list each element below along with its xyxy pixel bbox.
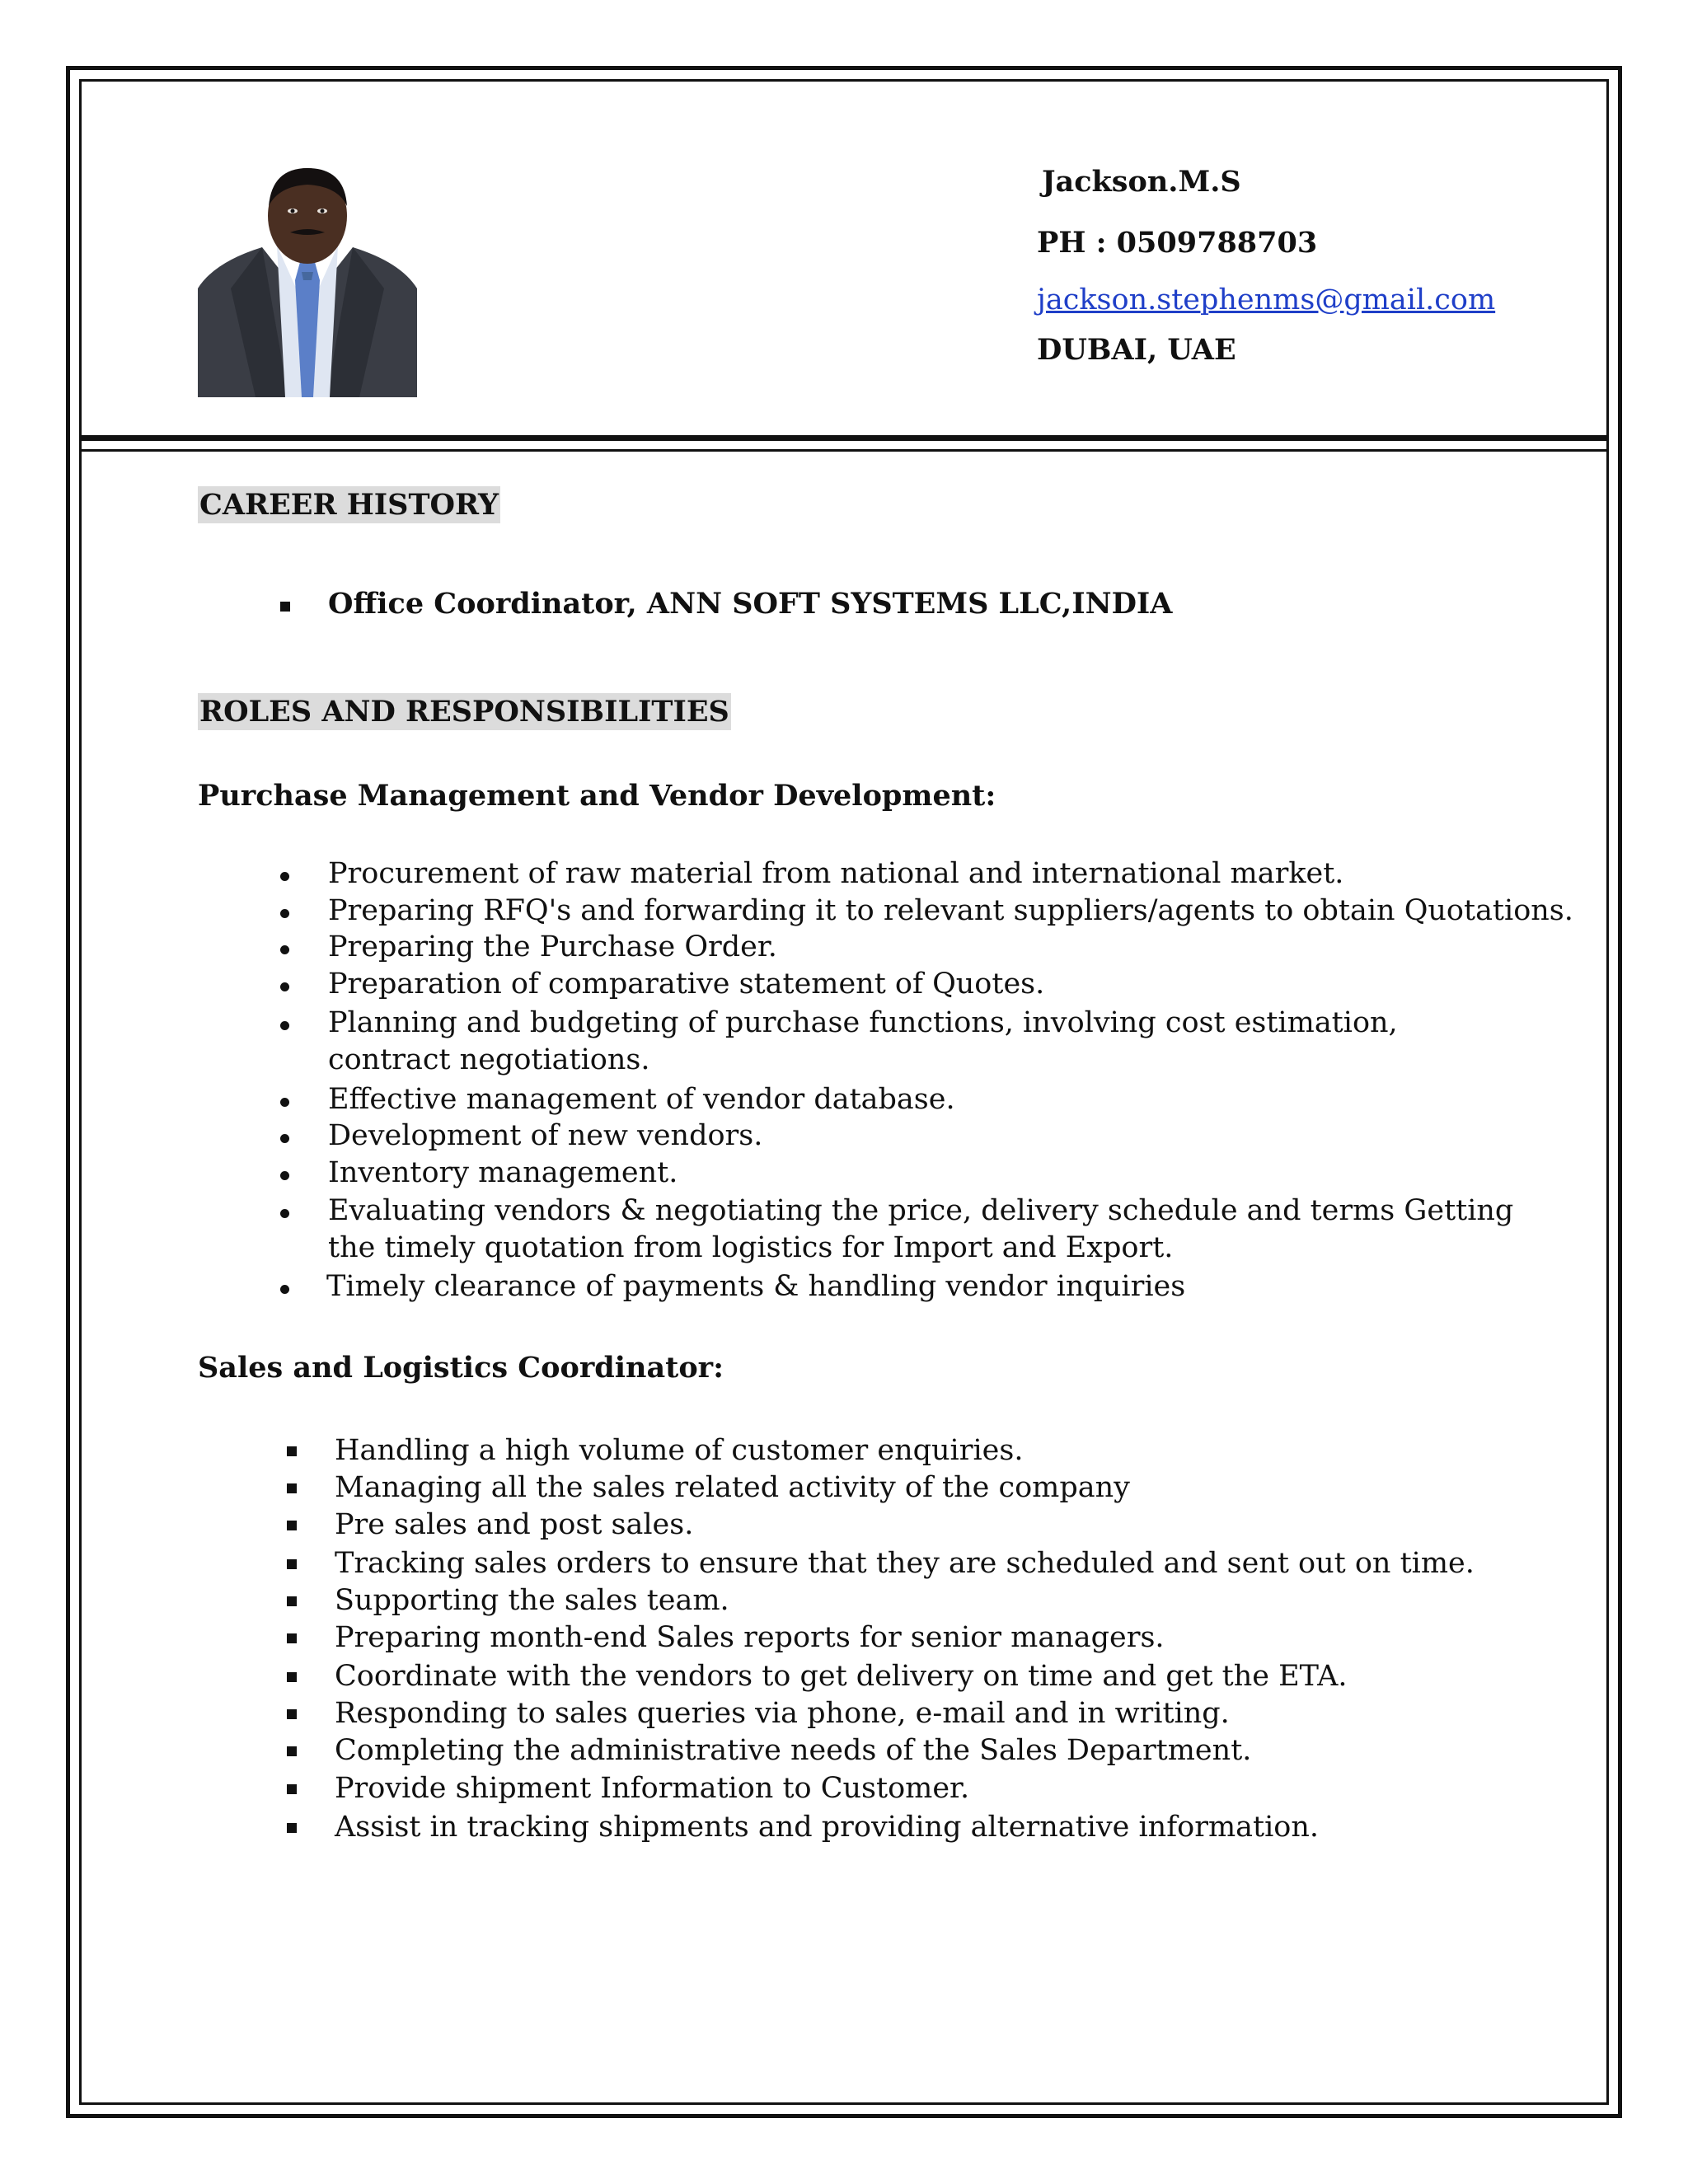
sales-item: Completing the administrative needs of the Sales Department. [335,1734,1252,1767]
profile-photo [198,165,417,397]
sales-item: Pre sales and post sales. [335,1508,694,1541]
sales-item: Supporting the sales team. [335,1584,729,1617]
purchase-item: Preparing the Purchase Order. [328,930,777,963]
sales-item: Responding to sales queries via phone, e-mail and in writing. [335,1697,1230,1730]
sales-item: Managing all the sales related activity of the company [335,1471,1130,1504]
purchase-item: Inventory management. [328,1156,678,1189]
square-bullet-icon [287,1672,297,1682]
purchase-section-title: Purchase Management and Vendor Development: [198,779,996,813]
dot-bullet-icon [280,1098,289,1107]
square-bullet-icon [287,1446,297,1456]
sales-item: Preparing month-end Sales reports for senior managers. [335,1621,1165,1654]
purchase-item: Procurement of raw material from national and international market. [328,857,1344,890]
roles-heading: ROLES AND RESPONSIBILITIES [199,695,729,729]
square-bullet-icon [287,1521,297,1530]
purchase-item: Evaluating vendors & negotiating the price, delivery schedule and terms Getting [328,1194,1514,1227]
sales-item: Assist in tracking shipments and providing alternative information. [335,1811,1320,1844]
square-bullet-icon [287,1483,297,1493]
dot-bullet-icon [280,945,289,954]
candidate-name: Jackson.M.S [1042,165,1241,199]
purchase-item-continuation: contract negotiations. [328,1043,650,1076]
email-link[interactable]: jackson.stephenms@gmail.com [1037,284,1496,316]
square-bullet-icon [287,1709,297,1719]
purchase-item-continuation: the timely quotation from logistics for Import and Export. [328,1231,1174,1264]
dot-bullet-icon [280,1285,289,1294]
sales-item: Tracking sales orders to ensure that they are scheduled and sent out on time. [335,1547,1475,1580]
sales-item: Coordinate with the vendors to get delivery on time and get the ETA. [335,1660,1348,1693]
square-bullet-icon [287,1784,297,1794]
dot-bullet-icon [280,1021,289,1030]
square-bullet-icon [287,1746,297,1756]
dot-bullet-icon [280,1209,289,1218]
dot-bullet-icon [280,909,289,918]
square-bullet-icon [287,1596,297,1606]
purchase-item: Preparing RFQ's and forwarding it to relevant suppliers/agents to obtain Quotations. [328,894,1573,927]
phone-number: PH : 0509788703 [1037,226,1318,260]
dot-bullet-icon [280,872,289,881]
purchase-item: Timely clearance of payments & handling vendor inquiries [326,1270,1186,1303]
career-history-item: Office Coordinator, ANN SOFT SYSTEMS LLC,INDIA [328,587,1173,621]
sales-item: Handling a high volume of customer enquiries. [335,1434,1024,1467]
dot-bullet-icon [280,1134,289,1143]
career-history-heading: CAREER HISTORY [199,488,499,522]
sales-item: Provide shipment Information to Customer. [335,1772,970,1805]
square-bullet-icon [280,602,290,612]
header-divider-thin [82,449,1606,452]
purchase-item: Preparation of comparative statement of Quotes. [328,968,1045,1001]
purchase-item: Development of new vendors. [328,1119,763,1152]
square-bullet-icon [287,1559,297,1569]
location: DUBAI, UAE [1037,333,1236,367]
sales-section-title: Sales and Logistics Coordinator: [198,1351,724,1385]
purchase-item: Effective management of vendor database. [328,1083,955,1116]
header-divider [82,435,1606,441]
dot-bullet-icon [280,1171,289,1180]
square-bullet-icon [287,1823,297,1833]
square-bullet-icon [287,1633,297,1643]
dot-bullet-icon [280,982,289,991]
purchase-item: Planning and budgeting of purchase functions, involving cost estimation, [328,1006,1398,1039]
